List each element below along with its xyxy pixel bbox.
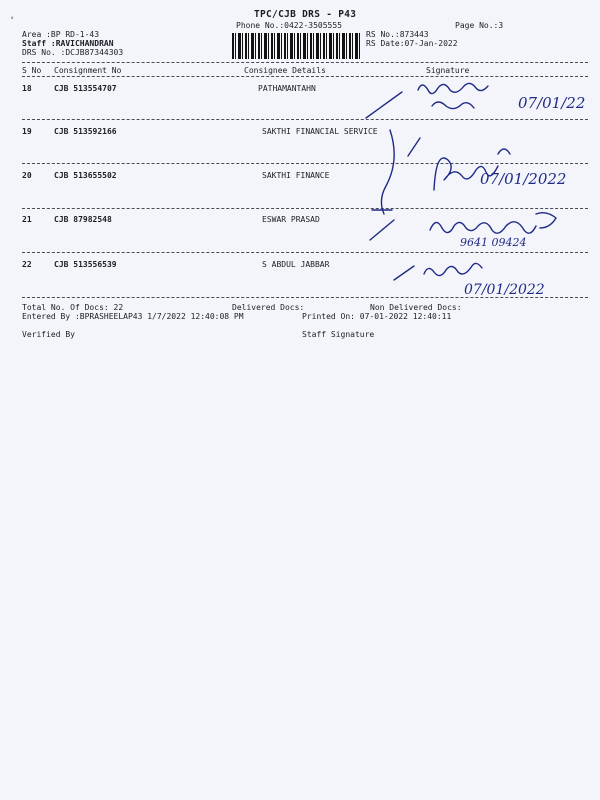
rs-number: RS No.:873443 (366, 30, 429, 39)
printed-on: Printed On: 07-01-2022 12:40:11 (302, 312, 452, 321)
signature-date: 07/01/22 (518, 94, 586, 112)
signature-row-22 (388, 252, 588, 300)
row-s-no: 19 (22, 127, 32, 136)
document-title: TPC/CJB DRS - P43 (254, 9, 357, 20)
row-consignment-no: CJB 513592166 (54, 127, 117, 136)
page-number: Page No.:3 (455, 21, 504, 30)
divider (22, 62, 588, 63)
column-header-s-no: S No (22, 66, 42, 75)
row-s-no: 21 (22, 215, 32, 224)
delivered-docs: Delivered Docs: (232, 303, 305, 312)
signature-date: 07/01/2022 (480, 170, 567, 188)
column-header-consignee: Consignee Details (244, 66, 326, 75)
entered-by: Entered By :BPRASHEELAP43 1/7/2022 12:40:08 PM (22, 312, 244, 321)
row-consignee: PATHAMANTAHN (258, 84, 316, 93)
signature-row-19-20 (368, 120, 590, 216)
staff-label: Staff :RAVICHANDRAN (22, 39, 114, 48)
area-label: Area :BP RD-1-43 (22, 30, 100, 39)
row-consignment-no: CJB 87982548 (54, 215, 112, 224)
row-consignment-no: CJB 513554707 (54, 84, 117, 93)
signature-date: 07/01/2022 (464, 282, 545, 298)
row-s-no: 20 (22, 171, 32, 180)
staff-signature-label: Staff Signature (302, 330, 375, 339)
divider (22, 76, 588, 77)
column-header-consignment: Consignment No (54, 66, 122, 75)
row-consignment-no: CJB 513655502 (54, 171, 117, 180)
row-consignee: SAKTHI FINANCIAL SERVICE (262, 127, 378, 136)
scan-mark: ° (10, 16, 15, 24)
signature-row-18 (360, 78, 590, 120)
rs-date: RS Date:07-Jan-2022 (366, 39, 458, 48)
barcode (232, 33, 360, 59)
signature-phone: 9641 09424 (460, 236, 527, 249)
drs-number: DRS No. :DCJB87344303 (22, 48, 124, 57)
row-consignment-no: CJB 513556539 (54, 260, 117, 269)
row-s-no: 18 (22, 84, 32, 93)
row-s-no: 22 (22, 260, 32, 269)
row-consignee: S ABDUL JABBAR (262, 260, 330, 269)
total-docs: Total No. Of Docs: 22 (22, 303, 124, 312)
row-consignee: SAKTHI FINANCE (262, 171, 330, 180)
non-delivered-docs: Non Delivered Docs: (370, 303, 462, 312)
row-consignee: ESWAR PRASAD (262, 215, 320, 224)
verified-by-label: Verified By (22, 330, 75, 339)
signature-row-21 (360, 204, 590, 252)
phone-number: Phone No.:0422-3505555 (236, 21, 342, 30)
column-header-signature: Signature (426, 66, 470, 75)
